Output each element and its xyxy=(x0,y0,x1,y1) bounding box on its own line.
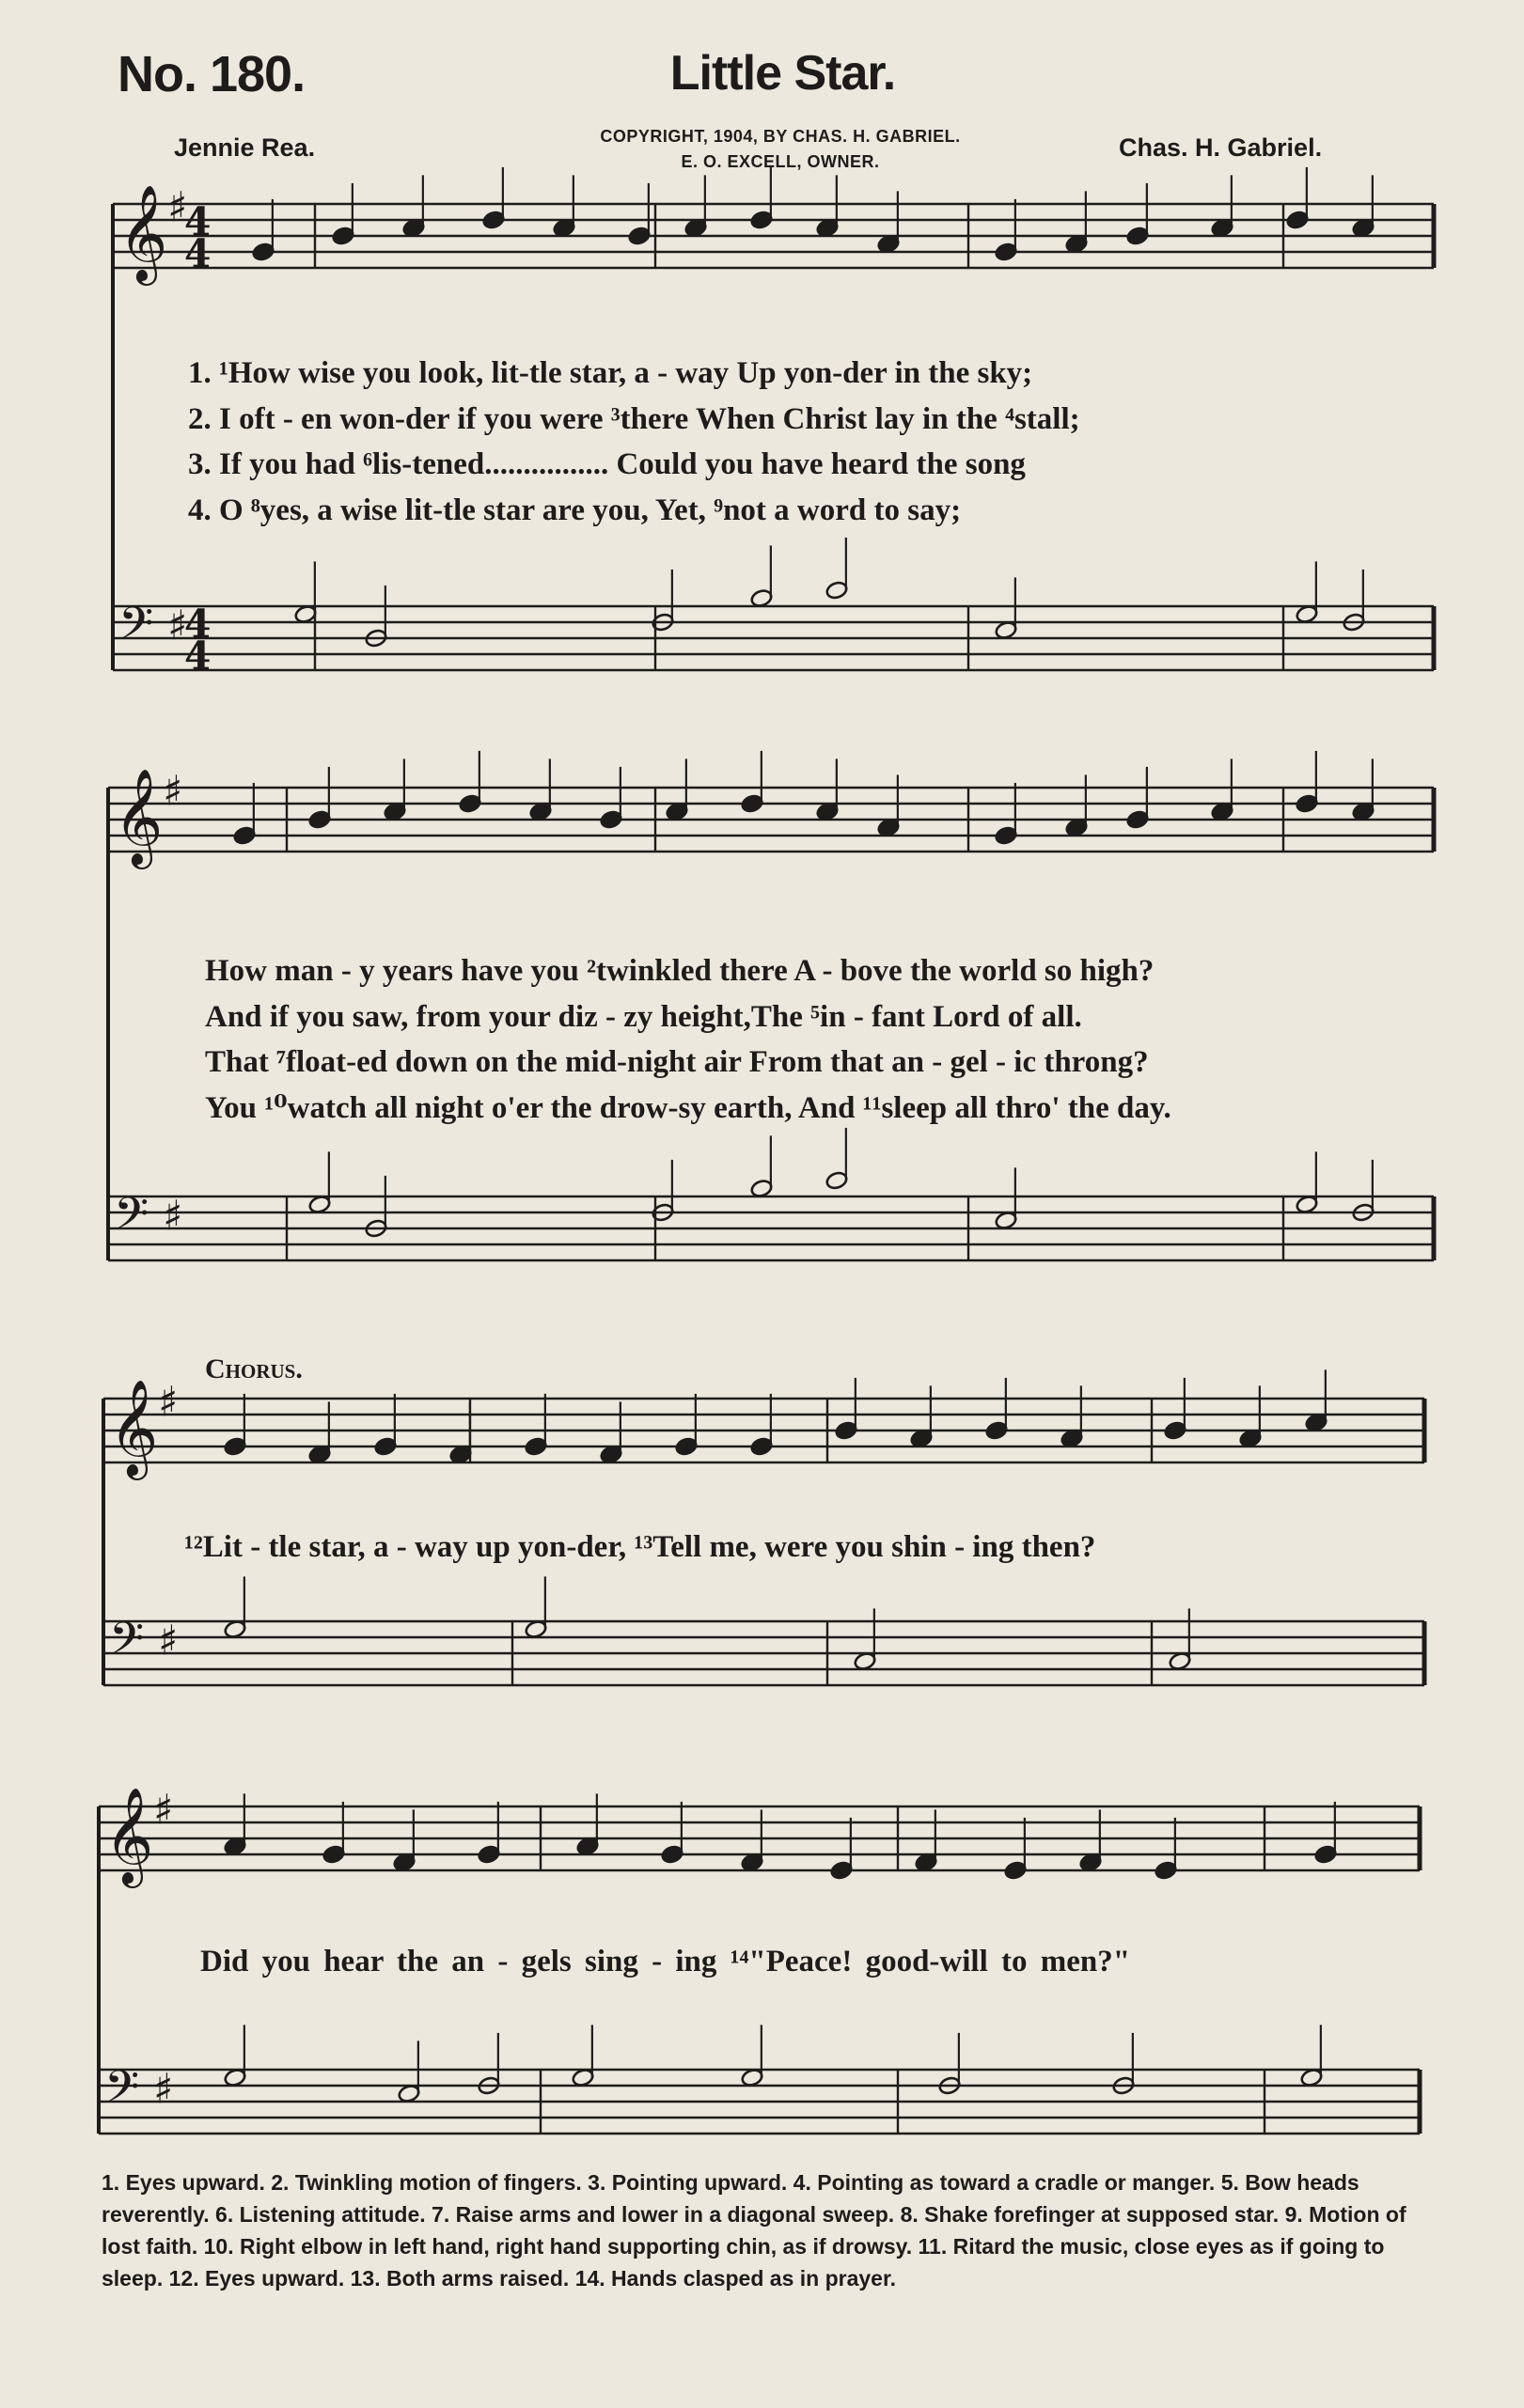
note-head xyxy=(1155,1860,1178,1880)
note-head xyxy=(741,793,764,813)
lyric-line: 4. O ⁸yes, a wise lit-tle star are you, Yet, ⁹not a word to say; xyxy=(188,493,962,527)
key-signature-sharp: ♯ xyxy=(158,1616,179,1665)
bass-clef: 𝄢 xyxy=(104,2060,140,2125)
verse-lyrics-part-2 xyxy=(205,948,1171,1131)
note-head xyxy=(308,809,332,829)
lyric-line: 1. ¹How wise you look, lit-tle star, a - way Up yon-der in the sky; xyxy=(188,356,1033,390)
footnote: 11. Ritard the music, close eyes as if going to sleep. xyxy=(102,2234,1385,2291)
note-head xyxy=(825,1170,849,1190)
note-head xyxy=(252,242,275,261)
note-head xyxy=(985,1420,1009,1440)
footnote: 6. Listening attitude. xyxy=(215,2202,426,2227)
note-head xyxy=(478,1844,501,1864)
note-head xyxy=(459,793,482,813)
footnote: 12. Eyes upward. xyxy=(168,2266,345,2291)
note-head xyxy=(675,1436,699,1456)
note-head xyxy=(600,809,623,829)
footnote: 10. Right elbow in left hand, right hand supporting chin, as if drowsy. xyxy=(203,2234,913,2259)
note-head xyxy=(374,1436,398,1456)
key-signature-sharp: ♯ xyxy=(163,1191,183,1241)
note-head xyxy=(1126,226,1150,245)
time-signature-top: 4 xyxy=(184,602,212,648)
note-head xyxy=(322,1844,346,1864)
time-signature-bottom: 4 xyxy=(184,231,212,277)
key-signature-sharp: ♯ xyxy=(163,766,183,816)
lyric-line: You ¹⁰watch all night o'er the drow-sy earth, And ¹¹sleep all thro' the day. xyxy=(205,1090,1171,1125)
key-signature-sharp: ♯ xyxy=(167,182,188,232)
footnote: 8. Shake forefinger at supposed star. xyxy=(900,2202,1280,2227)
bass-clef: 𝄢 xyxy=(109,1612,145,1677)
lyric-line: And if you saw, from your diz - zy height,The ⁵in - fant Lord of all. xyxy=(205,999,1082,1034)
note-head xyxy=(1286,210,1310,229)
note-head xyxy=(995,825,1018,845)
footnote: 13. Both arms raised. xyxy=(350,2266,570,2291)
treble-clef: 𝄞 xyxy=(104,1787,154,1884)
time-signature-bottom: 4 xyxy=(184,633,212,680)
chorus-label: Chorus. xyxy=(205,1353,303,1384)
key-signature-sharp: ♯ xyxy=(167,601,188,650)
note-head xyxy=(482,210,506,229)
note-head xyxy=(750,210,774,229)
note-head xyxy=(233,825,257,845)
note-head xyxy=(835,1420,858,1440)
hymn-number: No. 180. xyxy=(118,46,306,102)
footnote: 3. Pointing upward. xyxy=(588,2170,788,2195)
footnote: 1. Eyes upward. xyxy=(102,2170,265,2195)
footnote: 4. Pointing as toward a cradle or manger. xyxy=(793,2170,1216,2195)
note-head xyxy=(661,1844,684,1864)
gesture-footnotes xyxy=(102,2166,1422,2294)
composer-credit: Chas. H. Gabriel. xyxy=(1119,133,1323,162)
copyright-line-2: E. O. EXCELL, OWNER. xyxy=(681,152,880,171)
note-head xyxy=(332,226,355,245)
key-signature-sharp: ♯ xyxy=(158,1377,179,1427)
chorus-lyrics-2: Did you hear the an - gels sing - ing ¹⁴"Peace! good-will to men?" xyxy=(200,1945,1131,1978)
copyright-line-1: COPYRIGHT, 1904, BY CHAS. H. GABRIEL. xyxy=(600,127,961,146)
key-signature-sharp: ♯ xyxy=(153,1785,174,1835)
note-head xyxy=(825,580,849,600)
note-head xyxy=(628,226,652,245)
treble-clef: 𝄞 xyxy=(114,768,164,866)
lyric-line: 3. If you had ⁶lis-tened................ Could you have heard the song xyxy=(188,447,1026,481)
time-signature-top: 4 xyxy=(184,199,212,245)
note-head xyxy=(224,1436,247,1456)
verse-lyrics-part-1 xyxy=(188,351,1080,533)
note-head xyxy=(1296,793,1319,813)
note-head xyxy=(1004,1860,1028,1880)
lyric-line: That ⁷float-ed down on the mid-night air From that an - gel - ic throng? xyxy=(205,1045,1149,1079)
lyricist-credit: Jennie Rea. xyxy=(174,133,316,162)
note-head xyxy=(1164,1420,1187,1440)
note-head xyxy=(1314,1844,1338,1864)
hymn-title: Little Star. xyxy=(669,46,896,101)
lyric-line: How man - y years have you ²twinkled there A - bove the world so high? xyxy=(205,954,1155,988)
bass-clef: 𝄢 xyxy=(114,1187,149,1252)
footnote: 14. Hands clasped as in prayer. xyxy=(574,2266,897,2291)
note-head xyxy=(525,1436,548,1456)
note-head xyxy=(750,1436,774,1456)
bass-clef: 𝄢 xyxy=(118,597,154,662)
note-head xyxy=(830,1860,854,1880)
footnote: 9. Motion of lost faith. xyxy=(102,2202,1406,2259)
note-head xyxy=(995,242,1018,261)
treble-clef: 𝄞 xyxy=(118,184,168,282)
lyric-line: 2. I oft - en won-der if you were ³there When Christ lay in the ⁴stall; xyxy=(188,401,1080,436)
key-signature-sharp: ♯ xyxy=(153,2064,174,2114)
footnote: 5. Bow heads reverently. xyxy=(102,2170,1359,2227)
footnote: 2. Twinkling motion of fingers. xyxy=(271,2170,582,2195)
footnote: 7. Raise arms and lower in a diagonal sweep. xyxy=(432,2202,895,2227)
note-head xyxy=(1126,809,1150,829)
chorus-lyrics-1: ¹²Lit - tle star, a - way up yon-der, ¹³Tell me, were you shin - ing then? xyxy=(184,1530,1096,1564)
treble-clef: 𝄞 xyxy=(109,1379,159,1477)
